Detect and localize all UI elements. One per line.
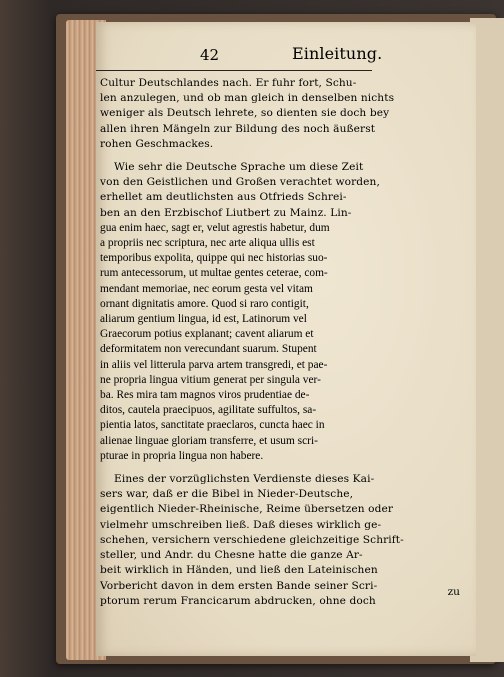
- text-line: erhellet am deutlichsten aus Otfrieds Schrei-: [100, 191, 347, 204]
- text-line: a propriis nec scriptura, nec arte aliqua ullis est: [100, 237, 315, 250]
- text-line: rohen Geschmackes.: [100, 137, 214, 150]
- text-line: Vorbericht davon in dem ersten Bande seiner Scri-: [100, 579, 378, 592]
- text-line: vielmehr umschreiben ließ. Daß dieses wirklich ge-: [100, 518, 382, 531]
- running-head: Einleitung.: [292, 44, 383, 63]
- page-number: 42: [200, 46, 220, 64]
- text-line: pientia latos, sanctitate praeclaros, cuncta haec in: [100, 419, 325, 432]
- paragraph-3: [100, 472, 452, 609]
- text-line: rum antecessorum, ut multae gentes ceterae, com-: [100, 267, 328, 280]
- text-line: deformitatem non verecundant suarum. Stupent: [100, 343, 317, 356]
- text-line: mendant memoriae, nec eorum gesta vel vitam: [100, 282, 313, 295]
- paragraph-2: [100, 160, 452, 464]
- text-line: schehen, versichern verschiedene gleichzeitige Schrift-: [100, 533, 404, 546]
- text-line: ditos, cautela praecipuos, agilitate suffultos, sa-: [100, 404, 317, 417]
- text-line: beit wirklich in Händen, und ließ den Lateinischen: [100, 564, 378, 577]
- text-line: pturae in propria lingua non habere.: [100, 449, 264, 462]
- text-line: eigentlich Nieder-Rheinische, Reime übersetzen oder: [100, 503, 394, 516]
- text-line: ben an den Erzbischof Liutbert zu Mainz. Lin-: [100, 206, 352, 219]
- catchword: zu: [447, 586, 460, 598]
- text-line: ba. Res mira tam magnos viros prudentiae de-: [100, 389, 310, 402]
- text-line: aliarum gentium lingua, id est, Latinorum vel: [100, 313, 307, 326]
- text-line: gua enim haec, sagt er, velut agrestis habetur, dum: [100, 221, 330, 234]
- text-line: Wie sehr die Deutsche Sprache um diese Zeit: [114, 161, 364, 174]
- text-line: allen ihren Mängeln zur Bildung des noch äußerst: [100, 122, 376, 135]
- text-line: Eines der vorzüglichsten Verdienste dieses Kai-: [114, 473, 375, 486]
- text-line: Cultur Deutschlandes nach. Er fuhr fort, Schu-: [100, 77, 357, 89]
- text-line: Graecorum potius explanant; cavent aliarum et: [100, 328, 314, 341]
- text-line: ornant dignitatis amore. Quod si raro contigit,: [100, 297, 309, 310]
- text-line: temporibus expolita, quippe qui nec historias suo-: [100, 252, 328, 265]
- text-line: von den Geistlichen und Großen verachtet worden,: [100, 176, 380, 189]
- text-line: in aliis vel litterula parva artem transgredi, et pae-: [100, 358, 328, 371]
- text-line: sers war, daß er die Bibel in Nieder-Deutsche,: [100, 488, 354, 501]
- text-line: ptorum rerum Francicarum abdrucken, ohne doch: [100, 594, 376, 607]
- text-line: len anzulegen, und ob man gleich in denselben nichts: [100, 92, 395, 105]
- text-line: steller, und Andr. du Chesne hatte die ganze Ar-: [100, 549, 363, 562]
- text-line: weniger als Deutsch lehrete, so dienten sie doch bey: [100, 107, 390, 120]
- paragraph-1: [100, 76, 452, 152]
- body-text: [100, 76, 452, 609]
- text-line: alienae linguae gloriam transferre, et usum scri-: [100, 434, 318, 447]
- page-header: [96, 44, 383, 71]
- text-line: ne propria lingua vitium generat per singula ver-: [100, 373, 321, 386]
